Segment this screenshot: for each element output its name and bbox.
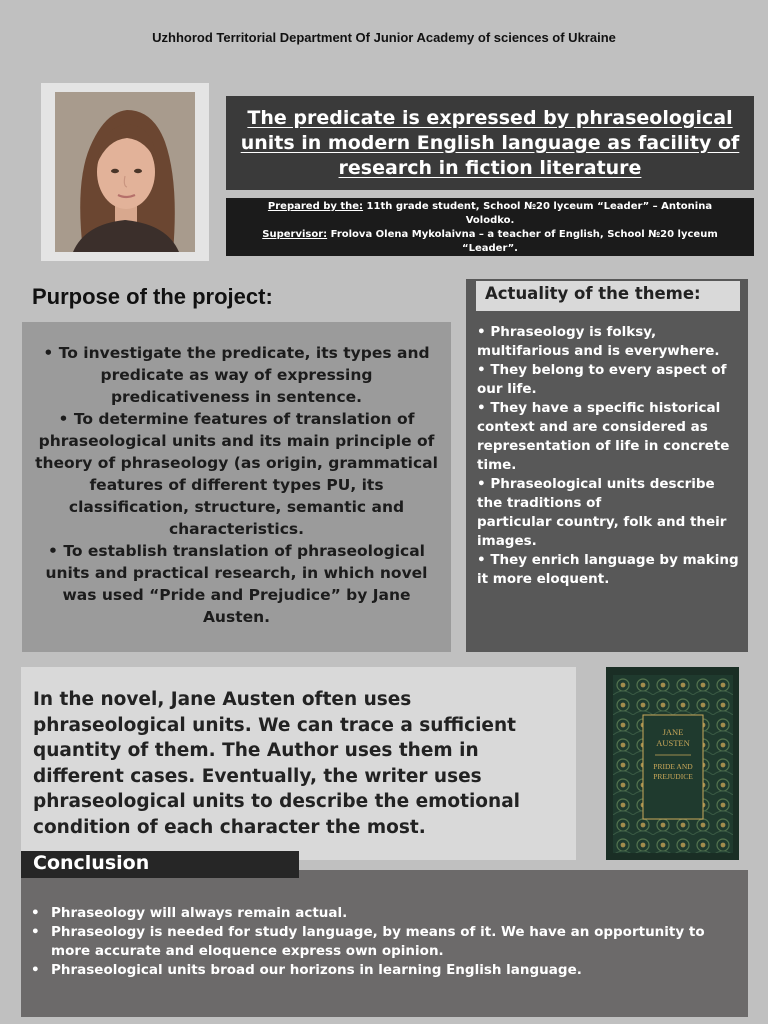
- purpose-item: • To investigate the predicate, its types and predicate as way of expressing predicativeness in sentence.: [43, 344, 430, 406]
- conclusion-item: • Phraseology is needed for study language, by means of it. We have an opportunity to more accurate and eloquence express own opinion.: [51, 923, 732, 961]
- novel-text: In the novel, Jane Austen often uses phraseological units. We can trace a sufficient quantity of them. The Author uses them in different cases. Eventually, the writer uses phraseological units to describe the emotional condition of each character the most.: [21, 667, 576, 860]
- conclusion-box: [21, 870, 748, 1017]
- book-author-line1: JANE: [662, 727, 684, 737]
- actuality-item: • Phraseology is folksy, multifarious and is everywhere.: [477, 324, 720, 359]
- actuality-heading: Actuality of the theme:: [476, 281, 740, 311]
- book-title-line2: PREJUDICE: [653, 772, 693, 781]
- actuality-list: [477, 323, 742, 589]
- credits-box: [226, 198, 754, 256]
- prepared-by-text: 11th grade student, School №20 lyceum “Leader” – Antonina Volodko.: [363, 201, 713, 226]
- student-photo: [55, 92, 195, 252]
- conclusion-item: • Phraseology will always remain actual.: [51, 904, 732, 923]
- actuality-item: • They belong to every aspect of our life.: [477, 362, 732, 397]
- purpose-box: [22, 322, 451, 652]
- department-header: Uzhhorod Territorial Department Of Junior Academy of sciences of Ukraine: [152, 30, 616, 45]
- supervisor-text: Frolova Olena Mykolaivna – a teacher of English, School №20 lyceum “Leader”.: [327, 229, 718, 254]
- actuality-item: • They have a specific historical context and are considered as representation of life in concrete time.: [477, 400, 735, 473]
- book-cover-image: [613, 675, 733, 853]
- prepared-by-label: Prepared by the:: [267, 201, 364, 212]
- book-author-line2: AUSTEN: [656, 738, 690, 748]
- actuality-item: • They enrich language by making it more eloquent.: [477, 552, 744, 587]
- conclusion-list: [31, 904, 732, 980]
- prepared-by-line: [242, 200, 738, 228]
- actuality-item: • Phraseological units describe the traditions of particular country, folk and their images.: [477, 476, 727, 549]
- conclusion-heading: Conclusion: [21, 851, 299, 878]
- poster-title: The predicate is expressed by phraseological units in modern English language as facility of research in fiction literature: [240, 106, 740, 179]
- supervisor-line: [242, 228, 738, 256]
- supervisor-label: Supervisor:: [262, 229, 328, 240]
- purpose-heading: Purpose of the project:: [32, 284, 273, 309]
- title-box: [226, 96, 754, 190]
- purpose-item: • To establish translation of phraseological units and practical research, in which novel was used “Pride and Prejudice” by Jane Austen.: [45, 542, 428, 626]
- purpose-item: • To determine features of translation of phraseological units and its main principle of theory of phraseology (as origin, grammatical features of different types PU, its classification, structure, semantic and characteristics.: [35, 410, 438, 538]
- conclusion-item: • Phraseological units broad our horizons in learning English language.: [51, 961, 732, 980]
- book-title-line1: PRIDE AND: [653, 762, 693, 771]
